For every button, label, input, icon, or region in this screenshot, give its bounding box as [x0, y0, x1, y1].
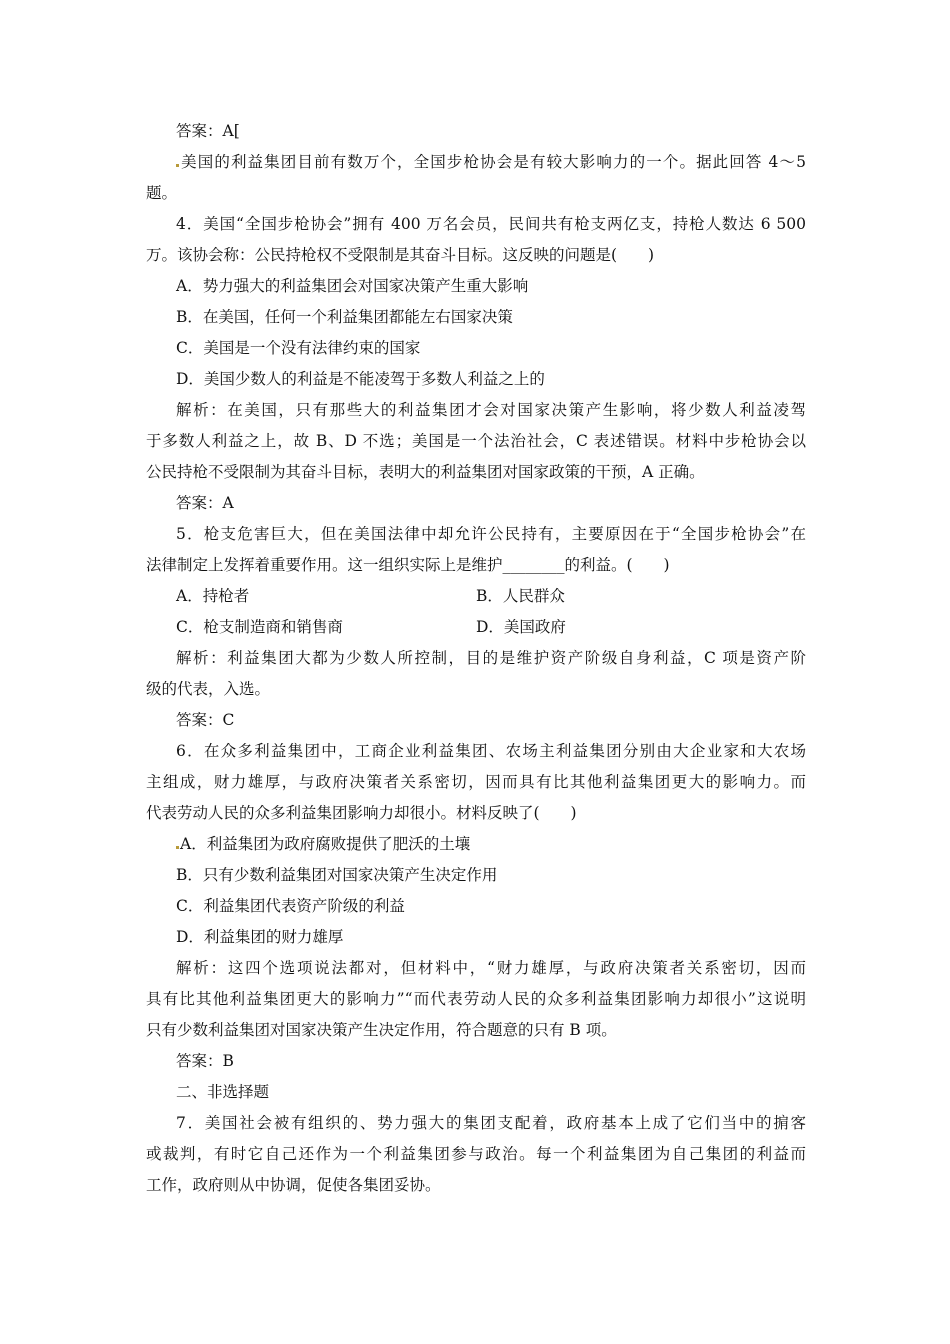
q4-option-a: A．势力强大的利益集团会对国家决策产生重大影响 [176, 277, 529, 295]
q4-stem-line-2: 万。该协会称：公民持枪权不受限制是其奋斗目标。这反映的问题是( ) [146, 246, 655, 264]
q5-answer: 答案：C [176, 711, 235, 729]
q5-stem-line-1: 5．枪支危害巨大，但在美国法律中却允许公民持有，主要原因在于“全国步枪协会”在 [176, 525, 806, 543]
annotation-mark-icon [176, 846, 179, 849]
q5-option-b: B．人民群众 [476, 587, 565, 605]
q5-stem-line-2: 法律制定上发挥着重要作用。这一组织实际上是维护________的利益。( ) [146, 556, 670, 574]
q5-option-a: A．持枪者 [176, 587, 250, 605]
q5-analysis-line-1: 解析：利益集团大都为少数人所控制，目的是维护资产阶级自身利益，C 项是资产阶 [176, 649, 806, 667]
q6-stem-line-3: 代表劳动人民的众多利益集团影响力却很小。材料反映了( ) [146, 804, 577, 822]
q6-stem-line-2: 主组成，财力雄厚，与政府决策者关系密切，因而具有比其他利益集团更大的影响力。而 [146, 773, 806, 791]
annotation-mark-icon [176, 164, 179, 167]
q6-analysis-line-3: 只有少数利益集团对国家决策产生决定作用，符合题意的只有 B 项。 [146, 1021, 617, 1039]
q7-stem-line-1: 7．美国社会被有组织的、势力强大的集团支配着，政府基本上成了它们当中的掮客 [176, 1114, 806, 1132]
q7-stem-line-2: 或裁判，有时它自己还作为一个利益集团参与政治。每一个利益集团为自己集团的利益而 [146, 1145, 806, 1163]
section-2-title: 二、非选择题 [176, 1083, 270, 1101]
material-intro-line-1: 美国的利益集团目前有数万个，全国步枪协会是有较大影响力的一个。据此回答 4～5 [176, 148, 806, 176]
q6-option-d: D．利益集团的财力雄厚 [176, 928, 344, 946]
q5-option-c: C．枪支制造商和销售商 [176, 618, 343, 636]
q6-option-b: B．只有少数利益集团对国家决策产生决定作用 [176, 866, 498, 884]
q4-option-d: D．美国少数人的利益是不能凌驾于多数人利益之上的 [176, 370, 545, 388]
q4-analysis-line-3: 公民持枪不受限制为其奋斗目标，表明大的利益集团对国家政策的干预，A 正确。 [146, 463, 705, 481]
q4-analysis-line-1: 解析：在美国，只有那些大的利益集团才会对国家决策产生影响，将少数人利益凌驾 [176, 401, 806, 419]
q5-option-d: D．美国政府 [476, 618, 566, 636]
q4-answer: 答案：A [176, 494, 234, 512]
answer-3: 答案：A[ [176, 122, 240, 140]
q6-stem-line-1: 6．在众多利益集团中，工商企业利益集团、农场主利益集团分别由大企业家和大农场 [176, 742, 806, 760]
q5-analysis-line-2: 级的代表，入选。 [146, 680, 271, 698]
q6-analysis-line-2: 具有比其他利益集团更大的影响力”“而代表劳动人民的众多利益集团影响力却很小”这说明 [146, 990, 806, 1008]
material-intro-line-2: 题。 [146, 184, 178, 202]
q4-analysis-line-2: 于多数人利益之上，故 B、D 不选；美国是一个法治社会，C 表述错误。材料中步枪协会以 [146, 432, 806, 450]
q6-option-c: C．利益集团代表资产阶级的利益 [176, 897, 405, 915]
q6-answer: 答案：B [176, 1052, 234, 1070]
q7-stem-line-3: 工作，政府则从中协调，促使各集团妥协。 [146, 1176, 441, 1194]
q6-option-a: A．利益集团为政府腐败提供了肥沃的土壤 [176, 830, 806, 858]
q4-option-b: B．在美国，任何一个利益集团都能左右国家决策 [176, 308, 513, 326]
q4-stem-line-1: 4．美国“全国步枪协会”拥有 400 万名会员，民间共有枪支两亿支，持枪人数达 6 500 [176, 215, 806, 233]
q6-analysis-line-1: 解析：这四个选项说法都对，但材料中，“财力雄厚，与政府决策者关系密切，因而 [176, 959, 806, 977]
q4-option-c: C．美国是一个没有法律约束的国家 [176, 339, 421, 357]
